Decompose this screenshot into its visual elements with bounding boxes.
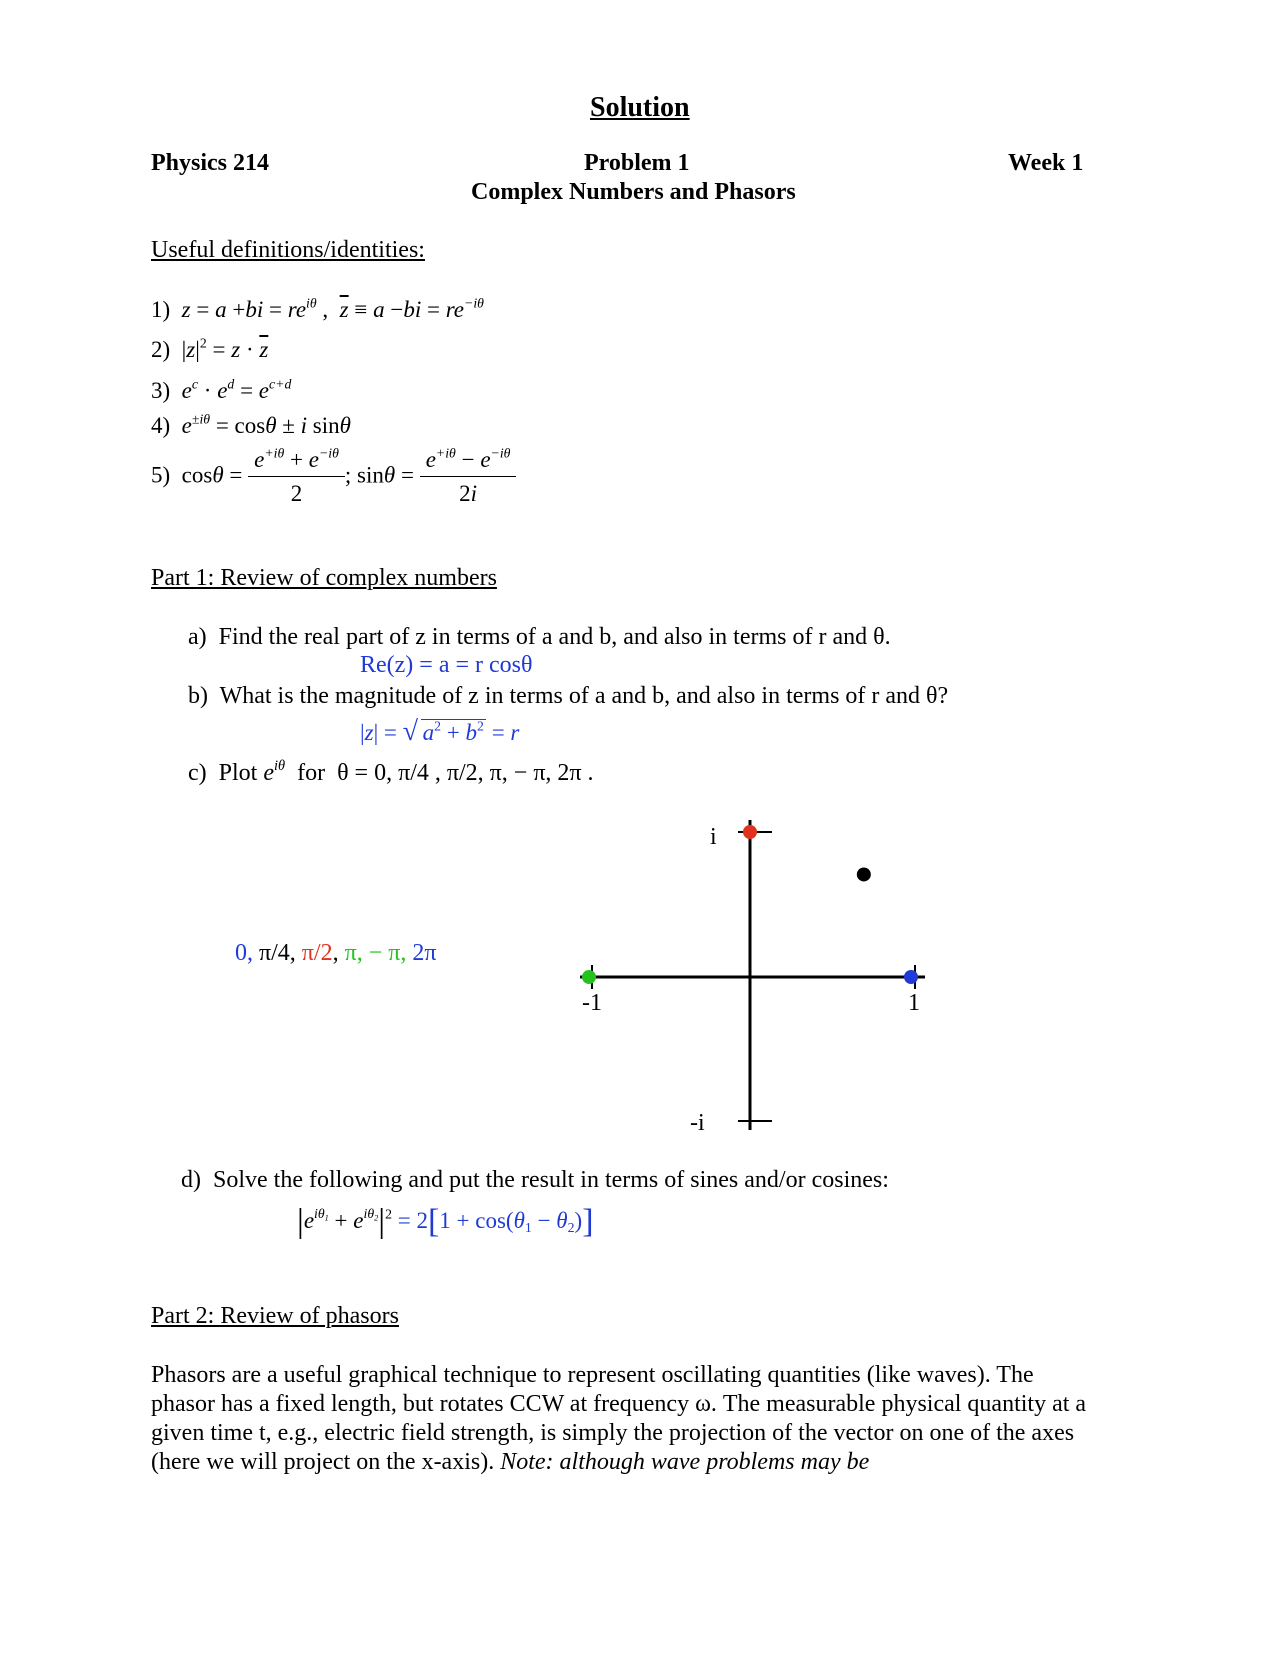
answer-a: Re(z) = a = r cosθ bbox=[360, 652, 533, 678]
label-neg-i: -i bbox=[690, 1110, 705, 1136]
complex-plane-plot bbox=[560, 810, 940, 1140]
question-a-label: a) bbox=[188, 624, 207, 650]
question-c: c) Plot $e^{i\theta}$ for θ = 0, π/4 , π/2, π, − π, 2π . bbox=[188, 757, 594, 786]
legend-pi: π, bbox=[344, 940, 363, 966]
question-c-label: c) bbox=[188, 760, 207, 786]
identity-number: 2) bbox=[151, 337, 171, 362]
label-1: 1 bbox=[908, 990, 920, 1016]
plot-point-0-0 bbox=[904, 970, 918, 984]
question-b bbox=[188, 683, 948, 710]
identity-number: 1) bbox=[151, 297, 171, 322]
legend-0: 0, bbox=[235, 940, 253, 966]
identity-4: 4) $e^{\pm i\theta} = \cos\theta \pm i$ sinθ bbox=[151, 411, 351, 438]
part2-paragraph bbox=[151, 1361, 1091, 1477]
part2-paragraph-text: Phasors are a useful graphical technique to represent oscillating quantities (like waves). The phasor has a fixed length, but rotates CCW at frequency ω. The measurable physical quantity at a given time t, e.g., electric field strength, is simply the projection of the vector on one of the axes (here we will project on the x-axis). bbox=[151, 1362, 1087, 1475]
question-c-prefix: Plot bbox=[218, 760, 258, 786]
legend-2pi: 2π bbox=[412, 940, 437, 966]
legend-pi-4: π/4, bbox=[259, 940, 296, 966]
label-neg-1: -1 bbox=[582, 990, 602, 1016]
question-d bbox=[181, 1167, 889, 1194]
question-a bbox=[188, 624, 891, 651]
label-i: i bbox=[710, 824, 717, 850]
course-name: Physics 214 bbox=[151, 150, 270, 176]
definitions-heading: Useful definitions/identities: bbox=[151, 237, 425, 263]
identity-5: 5) cosθ = $\frac{e^{+i\theta} + e^{-i\theta}}{2}$ ; sinθ = $\frac{e^{+i\theta} - e^{-i\theta}}{2i}$ bbox=[151, 447, 516, 507]
plot-legend bbox=[235, 940, 437, 967]
identity-3: 3) $e^c \cdot e^d = e^{c+d}$ bbox=[151, 376, 292, 403]
legend-pi-2: π/2 bbox=[301, 940, 333, 966]
part2-note: Note: although wave problems may be bbox=[500, 1449, 870, 1475]
identity-number: 3) bbox=[151, 378, 171, 403]
question-c-for: for bbox=[297, 760, 326, 786]
question-d-text: Solve the following and put the result in terms of sines and/or cosines: bbox=[213, 1167, 889, 1193]
answer-d: $|e^{i\theta_1} + e^{i\theta_2}|^2 = 2[1 + \cos(\theta_1 - \theta_2)]$ bbox=[297, 1203, 594, 1240]
question-b-label: b) bbox=[188, 683, 208, 709]
plot-point-3-0 bbox=[582, 970, 596, 984]
identity-number: 4) bbox=[151, 413, 171, 438]
legend-comma: , bbox=[332, 940, 339, 966]
week-label: Week 1 bbox=[1008, 150, 1084, 176]
identity-number: 5) bbox=[151, 462, 171, 488]
question-a-text: Find the real part of z in terms of a and b, and also in terms of r and θ. bbox=[218, 624, 891, 650]
problem-subtitle: Complex Numbers and Phasors bbox=[471, 179, 796, 205]
answer-b: |z| = √ $a^2 + b^2 = r$ bbox=[360, 716, 520, 747]
legend-neg-pi: − π, bbox=[368, 940, 407, 966]
part1-heading: Part 1: Review of complex numbers bbox=[151, 565, 497, 591]
plot-point-1-0 bbox=[857, 867, 871, 881]
identity-1: 1) $z = a +bi = re^{i\theta}$ , $\overline{z} \equiv a -bi = re^{-i\theta}$ bbox=[151, 295, 484, 322]
identity-2: 2) $|z|^2 = z \cdot \overline{z}$ bbox=[151, 335, 269, 362]
plot-point-2-0 bbox=[743, 825, 757, 839]
part2-heading: Part 2: Review of phasors bbox=[151, 1303, 399, 1329]
page-title: Solution bbox=[590, 92, 690, 123]
question-d-label: d) bbox=[181, 1167, 201, 1193]
question-c-values: θ = 0, π/4 , π/2, π, − π, 2π . bbox=[337, 760, 594, 786]
question-b-text: What is the magnitude of z in terms of a and b, and also in terms of r and θ? bbox=[219, 683, 949, 709]
problem-number: Problem 1 bbox=[584, 150, 690, 176]
